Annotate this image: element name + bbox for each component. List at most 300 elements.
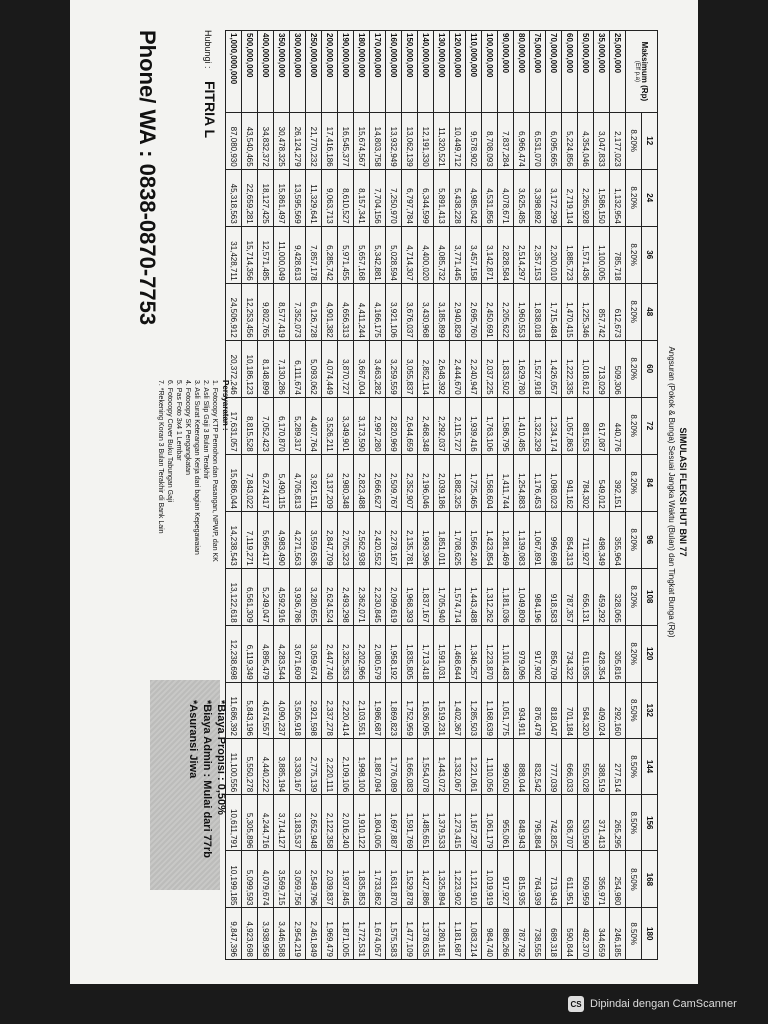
amount-cell: 500,000,000 xyxy=(242,31,258,113)
installment-cell: 4,166,175 xyxy=(370,283,386,340)
installment-cell: 1,958,192 xyxy=(386,625,402,682)
table-row xyxy=(514,31,530,960)
installment-cell: 1,708,625 xyxy=(450,511,466,568)
installment-cell: 5,657,168 xyxy=(354,226,370,283)
installment-cell: 3,185,899 xyxy=(434,283,450,340)
amount-cell: 190,000,000 xyxy=(338,31,354,113)
installment-cell: 955,061 xyxy=(498,795,514,851)
installment-cell: 5,891,413 xyxy=(434,169,450,226)
installment-cell: 4,244,716 xyxy=(258,795,274,851)
table-row xyxy=(386,31,402,960)
installment-cell: 530,590 xyxy=(578,795,594,851)
installment-cell: 12,253,456 xyxy=(242,283,258,340)
installment-cell: 590,844 xyxy=(562,908,578,960)
tenor-header: 96 xyxy=(642,511,658,568)
installment-cell: 1,254,883 xyxy=(514,454,530,511)
installment-cell: 20,372,246 xyxy=(226,340,242,397)
installment-cell: 1,470,415 xyxy=(562,283,578,340)
table-row xyxy=(450,31,466,960)
installment-cell: 1,885,723 xyxy=(562,226,578,283)
tenor-header: 156 xyxy=(642,795,658,851)
installment-cell: 5,342,881 xyxy=(370,226,386,283)
installment-cell: 1,837,167 xyxy=(418,568,434,625)
installment-cell: 2,337,278 xyxy=(322,682,338,738)
tenor-header: 48 xyxy=(642,283,658,340)
installment-cell: 5,490,115 xyxy=(274,454,290,511)
installment-cell: 1,067,891 xyxy=(530,511,546,568)
installment-cell: 787,792 xyxy=(514,908,530,960)
scanned-page xyxy=(70,0,698,984)
installment-cell: 10,611,791 xyxy=(226,795,242,851)
installment-cell: 713,943 xyxy=(546,851,562,908)
amount-cell: 120,000,000 xyxy=(450,31,466,113)
installment-cell: 832,542 xyxy=(530,738,546,794)
installment-cell: 1,705,940 xyxy=(434,568,450,625)
installment-cell: 1,057,863 xyxy=(562,397,578,454)
installment-cell: 1,574,714 xyxy=(450,568,466,625)
installment-cell: 15,686,044 xyxy=(226,454,242,511)
table-row xyxy=(402,31,418,960)
installment-cell: 2,362,071 xyxy=(354,568,370,625)
installment-cell: 3,172,299 xyxy=(546,169,562,226)
installment-cell: 1,281,469 xyxy=(498,511,514,568)
installment-cell: 6,274,417 xyxy=(258,454,274,511)
installment-cell: 13,122,618 xyxy=(226,568,242,625)
table-row xyxy=(258,31,274,960)
tenor-header: 24 xyxy=(642,169,658,226)
installment-cell: 4,407,764 xyxy=(306,397,322,454)
installment-cell: 4,085,732 xyxy=(434,226,450,283)
installment-cell: 6,966,474 xyxy=(514,112,530,169)
installment-cell: 1,733,862 xyxy=(370,851,386,908)
installment-cell: 1,986,687 xyxy=(370,682,386,738)
amount-cell: 1,000,000,000 xyxy=(226,31,242,113)
table-row xyxy=(546,31,562,960)
installment-cell: 1,833,502 xyxy=(498,340,514,397)
installment-cell: 2,220,414 xyxy=(338,682,354,738)
installment-cell: 611,935 xyxy=(578,625,594,682)
installment-cell: 4,078,671 xyxy=(498,169,514,226)
installment-cell: 795,884 xyxy=(530,795,546,851)
requirements-title: Persyaratan : xyxy=(221,380,230,431)
installment-cell: 917,927 xyxy=(498,851,514,908)
tenor-header-row xyxy=(642,31,658,960)
installment-cell: 2,122,358 xyxy=(322,795,338,851)
installment-cell: 2,997,280 xyxy=(370,397,386,454)
amount-cell: 130,000,000 xyxy=(434,31,450,113)
tenor-header: 132 xyxy=(642,682,658,738)
installment-cell: 1,346,257 xyxy=(466,625,482,682)
installment-cell: 1,772,531 xyxy=(354,908,370,960)
installment-cell: 2,357,153 xyxy=(530,226,546,283)
installment-cell: 1,871,005 xyxy=(338,908,354,960)
installment-cell: 2,468,348 xyxy=(418,397,434,454)
installment-cell: 10,199,185 xyxy=(226,851,242,908)
installment-cell: 666,033 xyxy=(562,738,578,794)
installment-cell: 738,555 xyxy=(530,908,546,960)
installment-cell: 7,250,970 xyxy=(386,169,402,226)
rate-header: 8.20% xyxy=(626,226,642,283)
installment-cell: 1,411,744 xyxy=(498,454,514,511)
installment-cell: 355,964 xyxy=(610,511,626,568)
installment-cell: 21,770,232 xyxy=(306,112,322,169)
installment-cell: 14,803,758 xyxy=(370,112,386,169)
installment-cell: 1,968,393 xyxy=(402,568,418,625)
installment-cell: 3,936,786 xyxy=(290,568,306,625)
installment-cell: 2,820,969 xyxy=(386,397,402,454)
tenor-header: 120 xyxy=(642,625,658,682)
installment-cell: 2,278,167 xyxy=(386,511,402,568)
installment-cell: 1,851,011 xyxy=(434,511,450,568)
installment-cell: 2,099,619 xyxy=(386,568,402,625)
table-row xyxy=(242,31,258,960)
installment-cell: 3,059,674 xyxy=(306,625,322,682)
installment-cell: 918,583 xyxy=(546,568,562,625)
installment-cell: 2,852,114 xyxy=(418,340,434,397)
installment-cell: 388,519 xyxy=(594,738,610,794)
installment-cell: 3,921,511 xyxy=(306,454,322,511)
requirement-item: 6. Fotocopy Cover Buku Tabungan Gaji xyxy=(166,380,173,503)
installment-cell: 5,438,228 xyxy=(450,169,466,226)
table-row xyxy=(338,31,354,960)
installment-cell: 2,921,598 xyxy=(306,682,322,738)
installment-cell: 4,714,307 xyxy=(402,226,418,283)
table-row xyxy=(354,31,370,960)
installment-cell: 1,443,072 xyxy=(434,738,450,794)
table-row xyxy=(434,31,450,960)
requirement-item: 3. Asli Surat Keterangan Kerja dari bagian Kepegawaian xyxy=(193,380,200,555)
installment-cell: 7,352,073 xyxy=(290,283,306,340)
installment-cell: 2,220,111 xyxy=(322,738,338,794)
installment-cell: 6,797,784 xyxy=(402,169,418,226)
installment-cell: 3,463,282 xyxy=(370,340,386,397)
rotated-content xyxy=(70,0,698,984)
amount-cell: 200,000,000 xyxy=(322,31,338,113)
amount-cell: 350,000,000 xyxy=(274,31,290,113)
installment-cell: 1,715,484 xyxy=(546,283,562,340)
installment-cell: 2,624,524 xyxy=(322,568,338,625)
installment-cell: 2,115,727 xyxy=(450,397,466,454)
rate-header: 8.20% xyxy=(626,340,642,397)
installment-cell: 3,938,958 xyxy=(258,908,274,960)
installment-cell: 1,427,886 xyxy=(418,851,434,908)
installment-cell: 5,695,417 xyxy=(258,511,274,568)
installment-cell: 3,330,167 xyxy=(290,738,306,794)
installment-cell: 5,099,593 xyxy=(242,851,258,908)
installment-cell: 611,951 xyxy=(562,851,578,908)
installment-cell: 6,531,070 xyxy=(530,112,546,169)
installment-cell: 2,352,907 xyxy=(402,454,418,511)
tenor-header: 72 xyxy=(642,397,658,454)
installment-cell: 1,554,078 xyxy=(418,738,434,794)
installment-cell: 498,349 xyxy=(594,511,610,568)
installment-cell: 1,835,853 xyxy=(354,851,370,908)
installment-cell: 2,450,691 xyxy=(482,283,498,340)
installment-cell: 6,170,870 xyxy=(274,397,290,454)
installment-cell: 492,370 xyxy=(578,908,594,960)
installment-cell: 3,398,892 xyxy=(530,169,546,226)
fee-note: *Biaya Admin : Mulai dari 77rb xyxy=(201,700,213,858)
installment-cell: 1,882,325 xyxy=(450,454,466,511)
table-row xyxy=(274,31,290,960)
installment-cell: 2,514,297 xyxy=(514,226,530,283)
installment-cell: 612,673 xyxy=(610,283,626,340)
tenor-header: 144 xyxy=(642,738,658,794)
installment-cell: 1,225,346 xyxy=(578,283,594,340)
requirement-item: 5. Pas Foto 3x4 1 Lembar xyxy=(175,380,182,461)
installment-cell: 6,119,349 xyxy=(242,625,258,682)
amount-cell: 35,000,000 xyxy=(594,31,610,113)
installment-cell: 876,479 xyxy=(530,682,546,738)
installment-cell: 9,802,765 xyxy=(258,283,274,340)
installment-cell: 2,202,966 xyxy=(354,625,370,682)
installment-cell: 2,954,219 xyxy=(290,908,306,960)
installment-cell: 3,526,211 xyxy=(322,397,338,454)
amount-header: Maksimum (Rp) (Eff p.a) xyxy=(626,31,658,113)
installment-cell: 1,019,919 xyxy=(482,851,498,908)
installment-cell: 4,531,856 xyxy=(482,169,498,226)
installment-cell: 1,697,887 xyxy=(386,795,402,851)
camscanner-text: Dipindai dengan CamScanner xyxy=(590,998,737,1010)
installment-cell: 3,349,901 xyxy=(338,397,354,454)
installment-cell: 2,080,579 xyxy=(370,625,386,682)
installment-cell: 2,940,829 xyxy=(450,283,466,340)
installment-cell: 818,047 xyxy=(546,682,562,738)
installment-cell: 2,444,670 xyxy=(450,340,466,397)
installment-cell: 7,857,178 xyxy=(306,226,322,283)
installment-cell: 5,843,196 xyxy=(242,682,258,738)
installment-cell: 3,667,004 xyxy=(354,340,370,397)
rate-header: 8.50% xyxy=(626,682,642,738)
table-row xyxy=(482,31,498,960)
table-row xyxy=(578,31,594,960)
contact-block xyxy=(200,30,218,138)
installment-cell: 2,644,659 xyxy=(402,397,418,454)
installment-cell: 34,832,372 xyxy=(258,112,274,169)
installment-cell: 996,698 xyxy=(546,511,562,568)
installment-cell: 617,087 xyxy=(594,397,610,454)
installment-cell: 15,674,567 xyxy=(354,112,370,169)
installment-cell: 10,186,123 xyxy=(242,340,258,397)
installment-cell: 3,446,588 xyxy=(274,908,290,960)
installment-cell: 18,127,425 xyxy=(258,169,274,226)
installment-cell: 3,505,918 xyxy=(290,682,306,738)
installment-cell: 2,461,849 xyxy=(306,908,322,960)
installment-cell: 4,400,020 xyxy=(418,226,434,283)
installment-cell: 1,571,436 xyxy=(578,226,594,283)
installment-cell: 1,223,902 xyxy=(450,851,466,908)
installment-cell: 1,312,262 xyxy=(482,568,498,625)
camscanner-watermark xyxy=(568,996,737,1012)
installment-cell: 11,329,641 xyxy=(306,169,322,226)
installment-cell: 2,325,353 xyxy=(338,625,354,682)
installment-cell: 2,562,938 xyxy=(354,511,370,568)
installment-cell: 941,162 xyxy=(562,454,578,511)
installment-cell: 1,776,089 xyxy=(386,738,402,794)
installment-cell: 45,318,563 xyxy=(226,169,242,226)
installment-cell: 4,074,449 xyxy=(322,340,338,397)
amount-cell: 70,000,000 xyxy=(546,31,562,113)
installment-cell: 12,191,330 xyxy=(418,112,434,169)
installment-cell: 246,185 xyxy=(610,908,626,960)
amount-cell: 140,000,000 xyxy=(418,31,434,113)
fee-notes xyxy=(186,700,228,858)
installment-cell: 11,100,556 xyxy=(226,738,242,794)
installment-cell: 3,173,590 xyxy=(354,397,370,454)
installment-cell: 7,837,284 xyxy=(498,112,514,169)
installment-cell: 1,887,094 xyxy=(370,738,386,794)
table-row xyxy=(594,31,610,960)
installment-cell: 11,686,392 xyxy=(226,682,242,738)
table-row xyxy=(562,31,578,960)
installment-cell: 656,131 xyxy=(578,568,594,625)
installment-cell: 3,280,655 xyxy=(306,568,322,625)
amount-cell: 100,000,000 xyxy=(482,31,498,113)
requirement-item: 2. Asli Slip Gaji 3 Bulan Terakhir xyxy=(202,380,209,480)
installment-cell: 2,200,010 xyxy=(546,226,562,283)
title-text: SIMULASI FLEKSI HUT BNI 77 xyxy=(678,427,688,557)
installment-cell: 1,910,122 xyxy=(354,795,370,851)
tenor-header: 108 xyxy=(642,568,658,625)
installment-cell: 888,044 xyxy=(514,738,530,794)
installment-cell: 7,130,286 xyxy=(274,340,290,397)
installment-cell: 2,039,186 xyxy=(434,454,450,511)
installment-cell: 787,357 xyxy=(562,568,578,625)
table-row xyxy=(610,31,626,960)
installment-cell: 9,847,396 xyxy=(226,908,242,960)
installment-cell: 371,413 xyxy=(594,795,610,851)
installment-cell: 6,285,742 xyxy=(322,226,338,283)
installment-cell: 2,240,947 xyxy=(466,340,482,397)
installment-cell: 1,018,612 xyxy=(578,340,594,397)
installment-cell: 2,039,837 xyxy=(322,851,338,908)
installment-cell: 1,529,878 xyxy=(402,851,418,908)
installment-cell: 2,775,139 xyxy=(306,738,322,794)
installment-cell: 3,771,445 xyxy=(450,226,466,283)
rate-header: 8.20% xyxy=(626,112,642,169)
installment-cell: 8,815,528 xyxy=(242,397,258,454)
installment-cell: 1,181,687 xyxy=(450,908,466,960)
installment-cell: 1,273,415 xyxy=(450,795,466,851)
rate-header: 8.20% xyxy=(626,397,642,454)
installment-cell: 2,719,114 xyxy=(562,169,578,226)
installment-cell: 15,861,497 xyxy=(274,169,290,226)
table-row xyxy=(498,31,514,960)
installment-cell: 3,714,127 xyxy=(274,795,290,851)
installment-cell: 43,540,465 xyxy=(242,112,258,169)
installment-cell: 3,059,756 xyxy=(290,851,306,908)
installment-cell: 1,763,106 xyxy=(482,397,498,454)
installment-cell: 1,636,095 xyxy=(418,682,434,738)
installment-cell: 3,259,559 xyxy=(386,340,402,397)
installment-cell: 584,320 xyxy=(578,682,594,738)
installment-cell: 1,586,795 xyxy=(498,397,514,454)
installment-cell: 1,121,910 xyxy=(466,851,482,908)
installment-cell: 1,575,583 xyxy=(386,908,402,960)
installment-cell: 1,485,651 xyxy=(418,795,434,851)
installment-cell: 4,674,557 xyxy=(258,682,274,738)
installment-cell: 1,477,109 xyxy=(402,908,418,960)
tenor-header: 60 xyxy=(642,340,658,397)
amount-cell: 250,000,000 xyxy=(306,31,322,113)
installment-cell: 4,079,674 xyxy=(258,851,274,908)
installment-cell: 1,713,418 xyxy=(418,625,434,682)
table-row xyxy=(306,31,322,960)
installment-cell: 742,825 xyxy=(546,795,562,851)
installment-cell: 4,923,698 xyxy=(242,908,258,960)
installment-cell: 8,148,899 xyxy=(258,340,274,397)
installment-cell: 24,506,912 xyxy=(226,283,242,340)
installment-cell: 509,959 xyxy=(578,851,594,908)
installment-cell: 2,493,298 xyxy=(338,568,354,625)
rate-header: 8.20% xyxy=(626,169,642,226)
installment-cell: 764,939 xyxy=(530,851,546,908)
installment-cell: 3,183,537 xyxy=(290,795,306,851)
installment-cell: 1,101,483 xyxy=(498,625,514,682)
installment-cell: 1,332,067 xyxy=(450,738,466,794)
installment-cell: 555,028 xyxy=(578,738,594,794)
amount-cell: 75,000,000 xyxy=(530,31,546,113)
installment-cell: 857,742 xyxy=(594,283,610,340)
installment-cell: 1,969,479 xyxy=(322,908,338,960)
installment-cell: 1,379,533 xyxy=(434,795,450,851)
installment-cell: 17,631,057 xyxy=(226,397,242,454)
installment-cell: 30,478,325 xyxy=(274,112,290,169)
installment-cell: 785,718 xyxy=(610,226,626,283)
installment-cell: 1,568,604 xyxy=(482,454,498,511)
installment-table xyxy=(225,30,658,960)
installment-cell: 16,545,377 xyxy=(338,112,354,169)
installment-cell: 1,586,150 xyxy=(594,169,610,226)
installment-cell: 13,062,139 xyxy=(402,112,418,169)
contact-name: FITRIA L xyxy=(202,80,218,139)
installment-cell: 1,629,780 xyxy=(514,340,530,397)
installment-cell: 1,110,056 xyxy=(482,738,498,794)
installment-cell: 11,320,521 xyxy=(434,112,450,169)
installment-cell: 2,109,106 xyxy=(338,738,354,794)
installment-cell: 1,083,214 xyxy=(466,908,482,960)
installment-cell: 1,325,894 xyxy=(434,851,450,908)
installment-cell: 13,595,569 xyxy=(290,169,306,226)
installment-cell: 4,283,544 xyxy=(274,625,290,682)
installment-cell: 2,447,740 xyxy=(322,625,338,682)
installment-cell: 3,055,837 xyxy=(402,340,418,397)
installment-cell: 1,519,231 xyxy=(434,682,450,738)
installment-cell: 2,695,760 xyxy=(466,283,482,340)
installment-cell: 17,416,186 xyxy=(322,112,338,169)
installment-cell: 9,063,713 xyxy=(322,169,338,226)
installment-cell: 8,157,341 xyxy=(354,169,370,226)
installment-cell: 14,238,543 xyxy=(226,511,242,568)
installment-cell: 11,000,049 xyxy=(274,226,290,283)
installment-cell: 7,843,022 xyxy=(242,454,258,511)
installment-cell: 1,402,367 xyxy=(450,682,466,738)
installment-cell: 6,126,728 xyxy=(306,283,322,340)
installment-cell: 2,705,323 xyxy=(338,511,354,568)
installment-cell: 292,160 xyxy=(610,682,626,738)
table-body xyxy=(226,31,626,960)
installment-cell: 917,902 xyxy=(530,625,546,682)
installment-cell: 1,285,503 xyxy=(466,682,482,738)
installment-cell: 3,457,158 xyxy=(466,226,482,283)
installment-cell: 2,135,781 xyxy=(402,511,418,568)
rate-header: 8.20% xyxy=(626,568,642,625)
installment-cell: 1,674,057 xyxy=(370,908,386,960)
installment-cell: 509,306 xyxy=(610,340,626,397)
installment-cell: 7,119,271 xyxy=(242,511,258,568)
installment-cell: 1,838,018 xyxy=(530,283,546,340)
installment-cell: 3,671,609 xyxy=(290,625,306,682)
